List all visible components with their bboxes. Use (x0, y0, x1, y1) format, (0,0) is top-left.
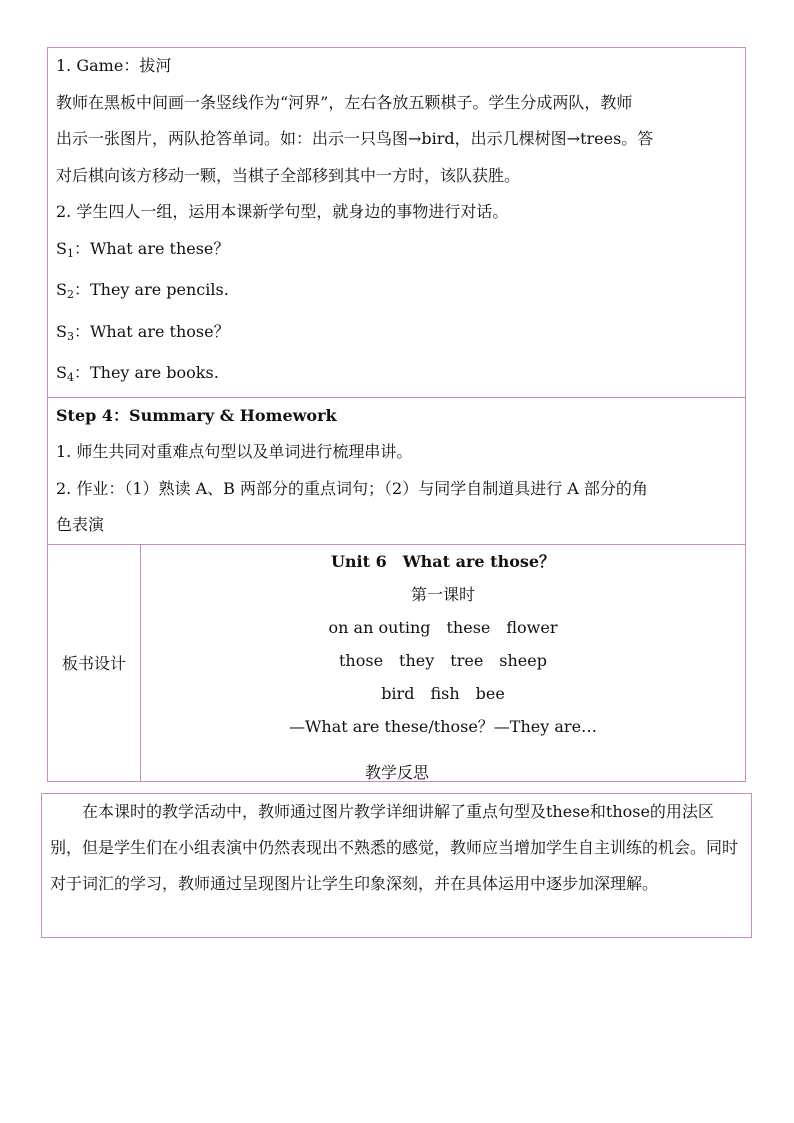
activities-row (48, 48, 746, 398)
dialogue-text: ：What are these？ (73, 238, 230, 258)
step4-item-1: 1. 师生共同对重难点句型以及单词进行梳理串讲。 (56, 442, 413, 461)
reflection-row (42, 794, 752, 938)
reflection-text: 在本课时的教学活动中，教师通过图片教学详细讲解了重点句型及these和those的用法区别，但是学生们在小组表演中仍然表现出不熟悉的感觉，教师应当增加学生自主训练的机会。同时对于词汇的学习，教师通过呈现图片让学生印象深刻，并在具体运用中逐步加深理解。 (50, 802, 739, 893)
speaker: S (56, 363, 67, 382)
speaker-sub: 4 (66, 371, 74, 384)
activities-cell (48, 48, 746, 398)
reflection-cell (42, 794, 752, 938)
speaker: S (56, 321, 67, 341)
dialogue-line-3 (48, 314, 745, 356)
board-unit-title: Unit 6 What are those？ (330, 551, 556, 571)
game-heading: 1. Game：拔河 (56, 56, 172, 75)
dialogue-line-2 (48, 272, 745, 314)
reflection-box (41, 793, 752, 938)
step4-item-2-line-1: 2. 作业：（1）熟读 A、B 两部分的重点词句；（2）与同学自制道具进行 A 部分的角 (56, 478, 648, 498)
lesson-table (47, 47, 746, 782)
game-desc-line-1: 教师在黑板中间画一条竖线作为“河界”，左右各放五颗棋子。学生分成两队，教师 (56, 92, 633, 112)
board-words-3: bird fish bee (381, 683, 505, 703)
dialogue-line-1 (48, 231, 745, 273)
reflection-title: 教学反思 (364, 763, 429, 782)
board-row (48, 544, 746, 781)
board-content (141, 544, 746, 781)
speaker-sub: 3 (66, 329, 74, 343)
board-pattern: —What are these/those？—They are… (288, 716, 598, 736)
board-words-1: on an outing these flower (328, 617, 558, 637)
step4-heading-text: Step 4：Summary & Homework (56, 405, 337, 425)
speaker-sub: 1 (66, 246, 74, 260)
step4-item-2-line-2: 色表演 (56, 515, 105, 534)
board-label: 板书设计 (48, 544, 141, 781)
speaker: S (56, 280, 67, 299)
speaker: S (56, 238, 67, 258)
step4-cell (48, 397, 746, 544)
game-desc-line-3: 对后棋向该方移动一颗，当棋子全部移到其中一方时，该队获胜。 (56, 165, 521, 185)
speaker-sub: 2 (66, 288, 74, 301)
dialogue-text: ：What are those？ (73, 321, 230, 341)
dialogue-line-4 (48, 355, 745, 397)
board-words-2: those they tree sheep (338, 650, 547, 670)
step4-row (48, 397, 746, 544)
step4-heading (48, 398, 745, 435)
dialogue-text: ：They are books. (73, 363, 219, 382)
pair-task: 2. 学生四人一组，运用本课新学句型，就身边的事物进行对话。 (56, 202, 509, 221)
dialogue-text: ：They are pencils. (73, 280, 229, 299)
game-desc-line-2: 出示一张图片，两队抢答单词。如：出示一只鸟图→bird，出示几棵树图→trees。答 (56, 129, 654, 148)
board-lesson: 第一课时 (410, 584, 475, 604)
